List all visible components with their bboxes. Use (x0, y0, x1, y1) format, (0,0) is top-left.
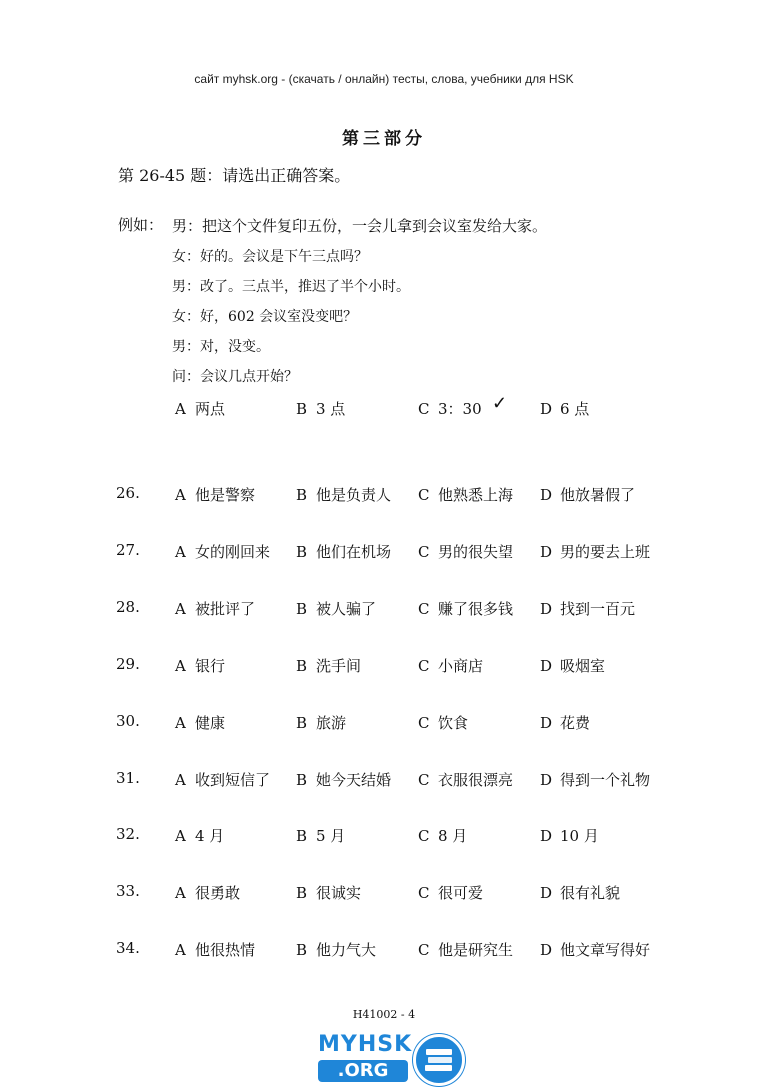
example-option-c: C 3：30 (418, 400, 482, 418)
answer-option-c[interactable] (418, 541, 513, 562)
option-text: 4 月 (195, 827, 225, 845)
option-letter: B (296, 771, 308, 789)
answer-option-b[interactable] (296, 769, 391, 790)
option-letter: C (418, 657, 430, 675)
answer-option-d[interactable] (540, 598, 635, 619)
question-number: 26. (116, 484, 140, 502)
option-text: 健康 (195, 714, 226, 732)
answer-option-d[interactable] (540, 939, 650, 960)
answer-option-b[interactable] (296, 541, 391, 562)
answer-option-b[interactable] (296, 484, 391, 505)
answer-option-b[interactable] (296, 825, 345, 846)
option-letter: C (418, 941, 430, 959)
myhsk-logo[interactable] (318, 1030, 468, 1084)
book-stack-icon (413, 1034, 465, 1086)
page-code: H41002 - 4 (352, 1008, 416, 1021)
answer-option-d[interactable] (540, 712, 590, 733)
option-letter: A (175, 884, 186, 902)
answer-option-b[interactable] (296, 598, 376, 619)
option-text: 他放暑假了 (560, 486, 636, 504)
option-text: 他是研究生 (438, 941, 514, 959)
answer-option-d[interactable] (540, 655, 605, 676)
answer-option-b[interactable] (296, 712, 346, 733)
answer-option-c[interactable] (418, 939, 513, 960)
dialog-line: 女：好的。会议是下午三点吗？ (172, 249, 368, 265)
answer-option-c[interactable] (418, 598, 513, 619)
option-letter: C (418, 827, 430, 845)
option-text: 他是警察 (195, 486, 256, 504)
option-letter: D (540, 941, 553, 959)
option-letter: C (418, 543, 430, 561)
option-text: 5 月 (316, 827, 346, 845)
option-text: 很勇敢 (195, 884, 241, 902)
option-text: 洗手间 (316, 657, 362, 675)
option-letter: B (296, 941, 308, 959)
answer-option-d[interactable] (540, 769, 650, 790)
option-letter: A (175, 714, 186, 732)
dialog-line: 男：改了。三点半，推迟了半个小时。 (172, 279, 410, 295)
option-letter: D (540, 486, 553, 504)
option-text: 吸烟室 (560, 657, 606, 675)
dialog-line: 女：好，602 会议室没变吧？ (172, 309, 358, 325)
option-letter: A (175, 543, 186, 561)
dialog-line: 男：对，没变。 (172, 339, 270, 355)
part-title: 第三部分 (342, 129, 426, 149)
option-text: 女的刚回来 (195, 543, 271, 561)
example-option-d: D 6 点 (540, 400, 590, 418)
option-text: 花费 (560, 714, 591, 732)
option-letter: B (296, 600, 308, 618)
option-letter: C (418, 486, 430, 504)
question-number: 29. (116, 655, 140, 673)
option-letter: C (418, 771, 430, 789)
option-text: 很可爱 (438, 884, 484, 902)
answer-option-d[interactable] (540, 825, 599, 846)
option-letter: A (175, 941, 186, 959)
option-text: 他熟悉上海 (438, 486, 514, 504)
option-letter: A (175, 600, 186, 618)
answer-option-d[interactable] (540, 541, 650, 562)
option-text: 男的很失望 (438, 543, 514, 561)
question-number: 34. (116, 939, 140, 957)
question-number: 30. (116, 712, 140, 730)
option-text: 他力气大 (316, 941, 377, 959)
question-number: 31. (116, 769, 140, 787)
option-text: 收到短信了 (195, 771, 271, 789)
option-letter: A (175, 486, 186, 504)
answer-option-d[interactable] (540, 484, 635, 505)
option-text: 很诚实 (316, 884, 362, 902)
option-text: 很有礼貌 (560, 884, 621, 902)
answer-option-a[interactable] (175, 598, 255, 619)
option-letter: C (418, 714, 430, 732)
option-text: 被人骗了 (316, 600, 377, 618)
example-label: 例如： (118, 216, 164, 234)
option-text: 他很热情 (195, 941, 256, 959)
option-text: 男的要去上班 (560, 543, 651, 561)
option-letter: B (296, 543, 308, 561)
site-banner: сайт myhsk.org - (скачать / онлайн) тесты, слова, учебники для HSK (194, 72, 574, 86)
answer-option-c[interactable] (418, 769, 513, 790)
answer-option-a[interactable] (175, 882, 240, 903)
option-letter: D (540, 884, 553, 902)
check-mark-icon: ✓ (492, 393, 508, 414)
option-letter: D (540, 600, 553, 618)
option-letter: A (175, 771, 186, 789)
option-letter: A (175, 657, 186, 675)
answer-option-a[interactable] (175, 655, 225, 676)
dialog-line: 问：会议几点开始？ (172, 369, 298, 385)
option-text: 被批评了 (195, 600, 256, 618)
option-text: 得到一个礼物 (560, 771, 651, 789)
option-letter: A (175, 827, 186, 845)
option-text: 饮食 (438, 714, 469, 732)
option-letter: D (540, 543, 553, 561)
answer-option-d[interactable] (540, 882, 620, 903)
option-text: 找到一百元 (560, 600, 636, 618)
example-option-a: A 两点 (175, 400, 226, 418)
answer-option-c[interactable] (418, 825, 467, 846)
option-text: 他们在机场 (316, 543, 392, 561)
option-text: 他文章写得好 (560, 941, 651, 959)
logo-bottom-text: .ORG (318, 1060, 408, 1082)
answer-option-c[interactable] (418, 882, 483, 903)
option-text: 银行 (195, 657, 226, 675)
question-number: 33. (116, 882, 140, 900)
answer-option-b[interactable] (296, 882, 361, 903)
answer-option-a[interactable] (175, 825, 224, 846)
dialog-line: 男：把这个文件复印五份，一会儿拿到会议室发给大家。 (172, 217, 548, 235)
answer-option-a[interactable] (175, 541, 270, 562)
option-letter: C (418, 600, 430, 618)
answer-option-a[interactable] (175, 939, 255, 960)
option-letter: B (296, 714, 308, 732)
question-number: 27. (116, 541, 140, 559)
question-number: 32. (116, 825, 140, 843)
option-text: 10 月 (560, 827, 599, 845)
instruction: 第 26-45 题：请选出正确答案。 (118, 166, 351, 185)
option-letter: B (296, 884, 308, 902)
option-letter: D (540, 714, 553, 732)
option-letter: B (296, 827, 308, 845)
option-text: 衣服很漂亮 (438, 771, 514, 789)
answer-option-b[interactable] (296, 655, 361, 676)
option-letter: D (540, 771, 553, 789)
answer-option-a[interactable] (175, 769, 270, 790)
logo-top-text: MYHSK (318, 1032, 413, 1057)
option-letter: B (296, 486, 308, 504)
example-option-b: B 3 点 (296, 400, 346, 418)
option-letter: C (418, 884, 430, 902)
answer-option-a[interactable] (175, 712, 225, 733)
option-text: 旅游 (316, 714, 347, 732)
answer-option-c[interactable] (418, 655, 483, 676)
option-text: 赚了很多钱 (438, 600, 514, 618)
option-letter: D (540, 657, 553, 675)
option-text: 小商店 (438, 657, 484, 675)
answer-option-a[interactable] (175, 484, 255, 505)
option-text: 她今天结婚 (316, 771, 392, 789)
option-letter: B (296, 657, 308, 675)
question-number: 28. (116, 598, 140, 616)
answer-option-c[interactable] (418, 712, 468, 733)
option-text: 8 月 (438, 827, 468, 845)
answer-option-b[interactable] (296, 939, 376, 960)
option-text: 他是负责人 (316, 486, 392, 504)
option-letter: D (540, 827, 553, 845)
answer-option-c[interactable] (418, 484, 513, 505)
